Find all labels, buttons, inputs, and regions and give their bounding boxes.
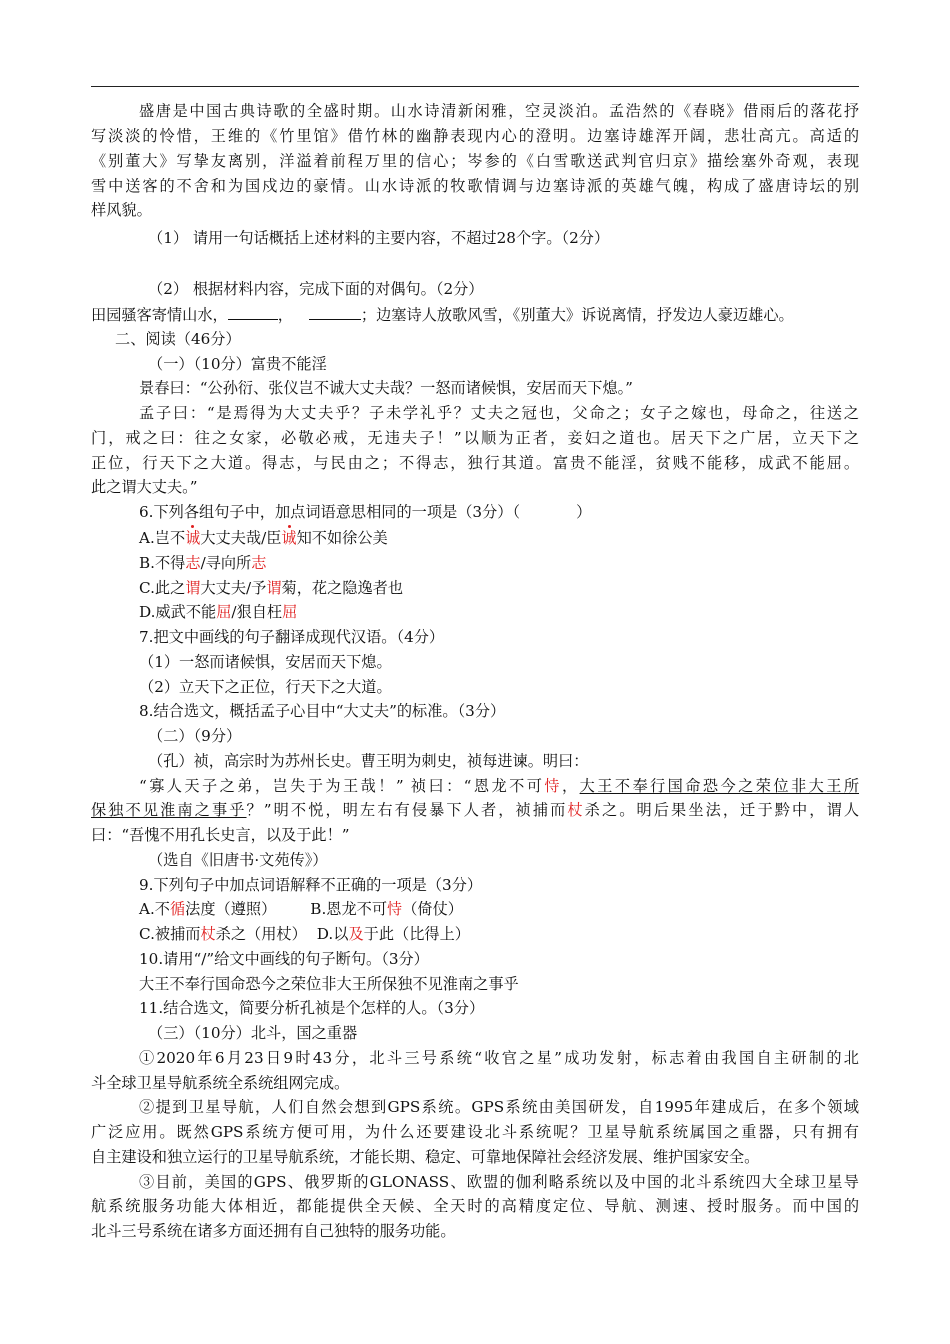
option-text: D.以 bbox=[316, 925, 349, 943]
part-1-para-2-line-3: 正位，行天下之大道。得志，与民由之；不得志，独行其道。富贵不能淫，贫贱不能移，成武不能屈。 bbox=[91, 454, 859, 472]
question-2: （2） 根据材料内容，完成下面的对偶句。（2分） bbox=[148, 280, 484, 298]
dotted-keyword: 屈 bbox=[282, 603, 298, 621]
part-2-line-4: 曰：“吾愧不用孔长史言，以及于此！” bbox=[91, 826, 350, 844]
intro-line-4: 雪中送客的不舍和为国戍边的豪情。山水诗派的牧歌情调与边塞诗派的英雄气魄，构成了盛唐诗坛的别 bbox=[91, 177, 859, 195]
option-text: 知不如徐公美 bbox=[296, 529, 388, 547]
couplet-line bbox=[91, 305, 794, 324]
option-text: 大丈夫/予 bbox=[200, 579, 267, 597]
option-text: 大丈夫哉/臣 bbox=[200, 529, 282, 547]
question-6-stem bbox=[139, 503, 591, 521]
dotted-keyword: 杖 bbox=[567, 801, 585, 819]
option-text: B.不得 bbox=[139, 554, 186, 572]
part-1-para-2-line-1: 孟子曰：“是焉得为大丈夫乎？子未学礼乎？丈夫之冠也，父命之；女子之嫁也，母命之，往送之 bbox=[139, 404, 859, 422]
dotted-keyword: 诚 bbox=[185, 529, 201, 547]
part-3-title: （三）（10分）北斗，国之重器 bbox=[148, 1024, 358, 1042]
question-7-stem: 7.把文中画线的句子翻译成现代汉语。（4分） bbox=[139, 628, 445, 646]
part-3-para-2-line-3: 自主建设和独立运行的卫星导航系统，才能长期、稳定、可靠地保障社会经济发展、维护国家安全。 bbox=[91, 1148, 760, 1166]
question-10-text: 大王不奉行国命恐今之荣位非大王所保独不见淮南之事乎 bbox=[139, 975, 519, 993]
couplet-part-b: ， bbox=[277, 306, 293, 324]
dotted-keyword: 志 bbox=[185, 554, 201, 572]
underlined-sentence: 大王不奉行国命恐今之荣位非大王所 bbox=[579, 777, 860, 795]
couplet-blank-1[interactable] bbox=[228, 305, 278, 320]
question-7-sentence-1: （1）一怒而诸候惧，安居而天下熄。 bbox=[139, 653, 392, 671]
option-text: 杀之（用杖） bbox=[215, 925, 307, 943]
part-1-para-1: 景春曰：“公孙衍、张仪岂不诚大丈夫哉？一怒而诸候惧，安居而天下熄。” bbox=[139, 379, 633, 397]
option-6b[interactable] bbox=[139, 554, 266, 572]
dotted-keyword: 恃 bbox=[544, 777, 562, 795]
part-2-line-2 bbox=[139, 777, 859, 795]
dotted-keyword: 谓 bbox=[266, 579, 282, 597]
question-7-sentence-2: （2）立天下之正位，行天下之大道。 bbox=[139, 678, 392, 696]
option-text: /狠自枉 bbox=[231, 603, 283, 621]
part-2-line-3 bbox=[91, 801, 859, 819]
passage-text: ， bbox=[561, 777, 580, 795]
part-3-para-3-line-2: 航系统服务功能大体相近，都能提供全天候、全天时的高精度定位、导航、测速、授时服务。而中国的 bbox=[91, 1197, 859, 1215]
option-text: B.恩龙不可 bbox=[310, 900, 388, 918]
intro-line-3: 《别董大》写挚友离别，洋溢着前程万里的信心；岑参的《白雪歌送武判官归京》描绘塞外奇观，表现 bbox=[91, 152, 859, 170]
dotted-keyword: 志 bbox=[251, 554, 267, 572]
option-6d[interactable] bbox=[139, 603, 297, 621]
option-text: C.被捕而 bbox=[139, 925, 201, 943]
question-1: （1） 请用一句话概括上述材料的主要内容，不超过28个字。（2分） bbox=[148, 229, 610, 247]
passage-text: 杀之。明后果坐法，迁于黔中，谓人 bbox=[584, 801, 860, 819]
option-text: A.岂不 bbox=[139, 529, 186, 547]
option-text: D.威武不能 bbox=[139, 603, 217, 621]
part-2-para-1: （孔）祯，高宗时为苏州长史。曹王明为刺史，祯每进谏。明曰： bbox=[148, 752, 589, 770]
dotted-keyword: 杖 bbox=[200, 925, 216, 943]
question-6-stem-close: ） bbox=[576, 503, 592, 521]
intro-line-1: 盛唐是中国古典诗歌的全盛时期。山水诗清新闲雅，空灵淡泊。孟浩然的《春晓》借雨后的落花抒 bbox=[139, 102, 859, 120]
dotted-keyword: 屈 bbox=[216, 603, 232, 621]
part-3-para-1-line-2: 斗全球卫星导航系统全系统组网完成。 bbox=[91, 1074, 350, 1092]
part-1-para-2-line-2: 门，戒之曰：往之女家，必敬必戒，无违夫子！”以顺为正者，妾妇之道也。居天下之广居，立天下之 bbox=[91, 429, 859, 447]
part-1-title: （一）（10分）富贵不能淫 bbox=[148, 355, 327, 373]
passage-text: “寡人天子之弟，岂失于为王哉！” 祯曰：“恩龙不可 bbox=[139, 777, 545, 795]
couplet-part-c: ；边塞诗人放歌风雪，《别董大》诉说离情，抒发边人豪迈雄心。 bbox=[360, 306, 794, 324]
dotted-keyword: 诚 bbox=[281, 529, 297, 547]
header-rule bbox=[91, 86, 859, 87]
passage-text: ？”明不悦，明左右有侵暴下人者，祯捕而 bbox=[246, 801, 568, 819]
couplet-blank-2[interactable] bbox=[309, 305, 361, 320]
option-9d[interactable] bbox=[317, 925, 470, 943]
section-2-heading: 二、阅读（46分） bbox=[115, 330, 241, 348]
option-text: C.此之 bbox=[139, 579, 186, 597]
dotted-keyword: 恃 bbox=[387, 900, 403, 918]
option-text: （倚仗） bbox=[402, 900, 463, 918]
part-3-para-2-line-2: 广泛应用。既然GPS系统方便可用，为什么还要建设北斗系统呢？卫星导航系统属国之重器，只有拥有 bbox=[91, 1123, 859, 1141]
part-2-title: （二）（9分） bbox=[148, 727, 242, 745]
part-3-para-3-line-1: ③目前，美国的GPS、俄罗斯的GLONASS、欧盟的伽利略系统以及中国的北斗系统四大全球卫星导 bbox=[139, 1173, 859, 1191]
part-3-para-1-line-1: ①2020年6月23日9时43分，北斗三号系统“收官之星”成功发射，标志着由我国自主研制的北 bbox=[139, 1049, 859, 1067]
question-9-options-row-2 bbox=[139, 925, 470, 943]
option-text: 于此（比得上） bbox=[363, 925, 470, 943]
intro-line-5: 样风貌。 bbox=[91, 201, 152, 219]
couplet-part-a: 田园骚客寄情山水， bbox=[91, 306, 228, 324]
underlined-sentence: 保独不见淮南之事乎 bbox=[91, 801, 247, 819]
option-6a[interactable] bbox=[139, 529, 388, 547]
dotted-keyword: 循 bbox=[169, 900, 186, 918]
part-2-source: （选自《旧唐书·文苑传》） bbox=[148, 851, 328, 869]
option-text: 菊，花之隐逸者也 bbox=[281, 579, 404, 597]
part-1-para-2-line-4: 此之谓大丈夫。” bbox=[91, 478, 198, 496]
dotted-keyword: 及 bbox=[348, 925, 364, 943]
part-3-para-3-line-3: 北斗三号系统在诸多方面还拥有自己独特的服务功能。 bbox=[91, 1222, 456, 1240]
option-9b[interactable] bbox=[310, 900, 463, 918]
part-3-para-2-line-1: ②提到卫星导航，人们自然会想到GPS系统。GPS系统由美国研发，自1995年建成后，在多个领域 bbox=[139, 1098, 859, 1116]
dotted-keyword: 谓 bbox=[185, 579, 201, 597]
question-9-options-row-1 bbox=[139, 900, 463, 918]
question-9-stem: 9.下列句子中加点词语解释不正确的一项是（3分） bbox=[139, 876, 483, 894]
question-6-stem-text: 6.下列各组句子中，加点词语意思相同的一项是（3分）（ bbox=[139, 503, 521, 521]
option-9c[interactable] bbox=[139, 925, 307, 943]
option-6c[interactable] bbox=[139, 579, 403, 597]
question-10-stem: 10.请用“/”给文中画线的句子断句。（3分） bbox=[139, 950, 429, 968]
option-text: /寻向所 bbox=[200, 554, 252, 572]
intro-line-2: 写淡淡的怜惜，王维的《竹里馆》借竹林的幽静表现内心的澄明。边塞诗雄浑开阔，悲壮高亢。高适的 bbox=[91, 127, 859, 145]
option-text: 法度（遵照） bbox=[185, 900, 277, 918]
question-8: 8.结合选文，概括孟子心目中“大丈夫”的标准。（3分） bbox=[139, 702, 506, 720]
question-11: 11.结合选文，简要分析孔祯是个怎样的人。（3分） bbox=[139, 999, 485, 1017]
option-text: A.不 bbox=[139, 900, 170, 918]
option-9a[interactable] bbox=[139, 900, 276, 918]
